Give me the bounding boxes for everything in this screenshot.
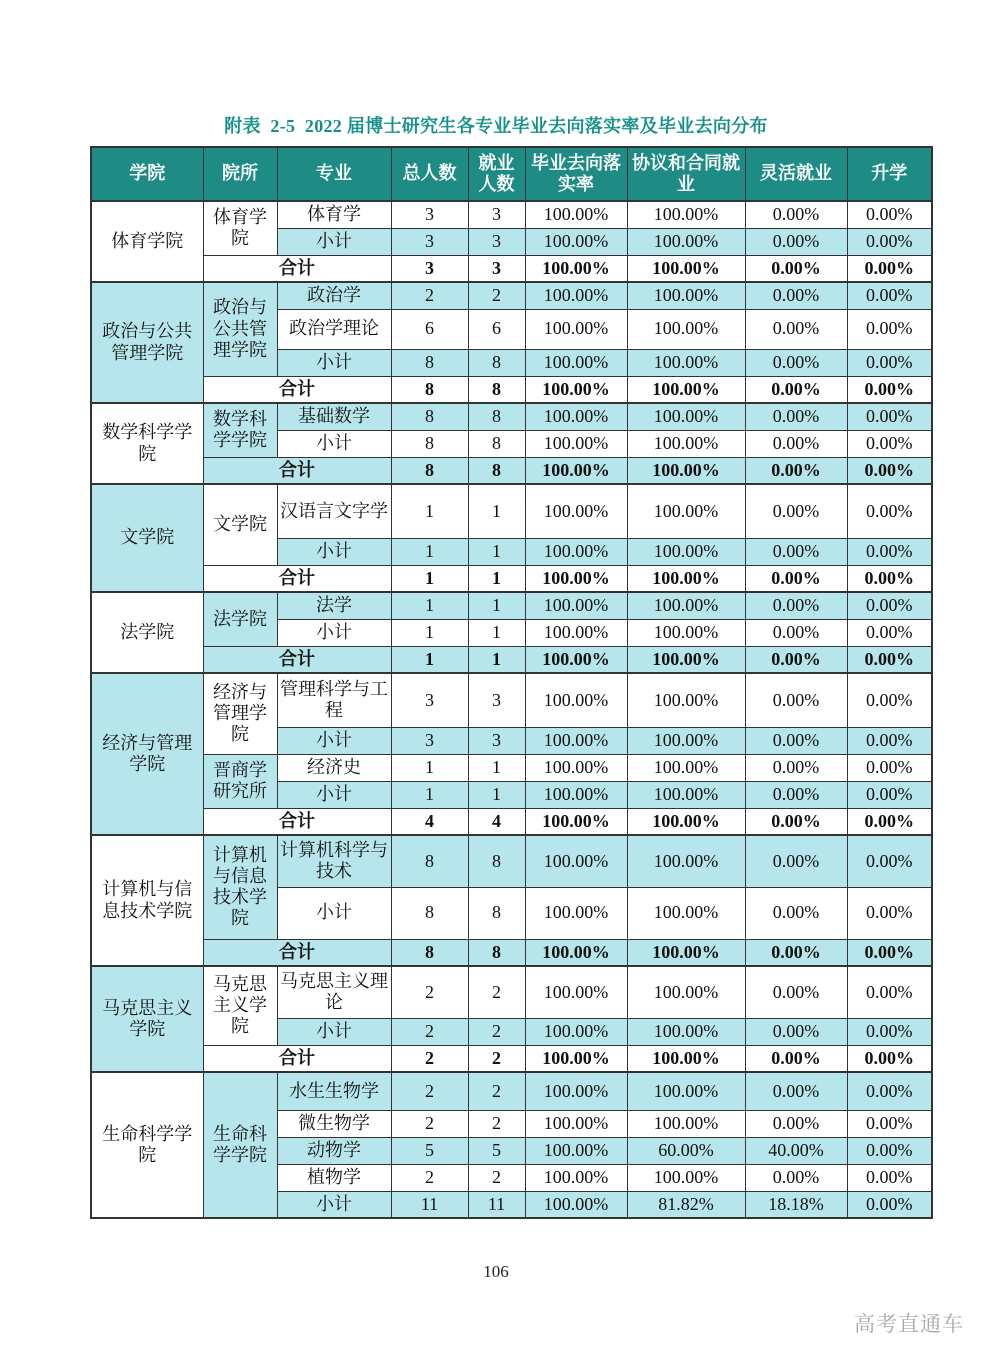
cell-contract-and-agreement-employment: 100.00% — [627, 282, 745, 309]
cell-college: 体育学院 — [91, 201, 203, 282]
cell-institute: 体育学院 — [203, 201, 277, 255]
table-row — [91, 484, 932, 538]
cell-flexible-employment: 0.00% — [745, 282, 847, 309]
cell-major: 小计 — [277, 887, 391, 939]
header-contract-and-agreement-employment: 协议和合同就业 — [627, 147, 745, 201]
employment-table — [90, 146, 933, 1219]
cell-contract-and-agreement-employment: 100.00% — [627, 538, 745, 565]
cell-total-count: 3 — [391, 228, 468, 255]
cell-further-study: 0.00% — [847, 538, 932, 565]
grand-total-label: 合计 — [203, 565, 391, 592]
cell-further-study: 0.00% — [847, 835, 932, 887]
cell-employment-rate: 100.00% — [525, 565, 627, 592]
cell-college: 法学院 — [91, 592, 203, 673]
cell-total-count: 8 — [391, 349, 468, 376]
cell-major: 汉语言文字学 — [277, 484, 391, 538]
cell-flexible-employment: 0.00% — [745, 403, 847, 430]
cell-institute: 政治与公共管理学院 — [203, 282, 277, 376]
cell-further-study: 0.00% — [847, 1191, 932, 1218]
cell-employed-count: 1 — [468, 538, 525, 565]
cell-employment-rate: 100.00% — [525, 939, 627, 966]
cell-employed-count: 2 — [468, 1110, 525, 1137]
cell-contract-and-agreement-employment: 100.00% — [627, 619, 745, 646]
header-row — [91, 147, 932, 201]
cell-contract-and-agreement-employment: 100.00% — [627, 1110, 745, 1137]
grand-total-row — [91, 808, 932, 835]
cell-contract-and-agreement-employment: 100.00% — [627, 887, 745, 939]
cell-contract-and-agreement-employment: 100.00% — [627, 457, 745, 484]
cell-employed-count: 8 — [468, 349, 525, 376]
cell-major: 小计 — [277, 1191, 391, 1218]
grand-total-label: 合计 — [203, 376, 391, 403]
cell-employed-count: 5 — [468, 1137, 525, 1164]
cell-major: 政治学理论 — [277, 309, 391, 349]
cell-contract-and-agreement-employment: 100.00% — [627, 808, 745, 835]
cell-total-count: 4 — [391, 808, 468, 835]
cell-employment-rate: 100.00% — [525, 619, 627, 646]
cell-further-study: 0.00% — [847, 646, 932, 673]
table-row — [91, 201, 932, 228]
table-row — [91, 754, 932, 781]
header-major: 专业 — [277, 147, 391, 201]
cell-institute: 法学院 — [203, 592, 277, 646]
cell-employed-count: 2 — [468, 1072, 525, 1110]
cell-major: 水生生物学 — [277, 1072, 391, 1110]
cell-employment-rate: 100.00% — [525, 1191, 627, 1218]
cell-total-count: 1 — [391, 646, 468, 673]
cell-employed-count: 2 — [468, 966, 525, 1018]
cell-total-count: 1 — [391, 619, 468, 646]
cell-employment-rate: 100.00% — [525, 835, 627, 887]
cell-total-count: 3 — [391, 727, 468, 754]
cell-employed-count: 1 — [468, 565, 525, 592]
table-row — [91, 592, 932, 619]
table-title: 附表 2-5 2022 届博士研究生各专业毕业去向落实率及毕业去向分布 — [224, 116, 768, 136]
cell-total-count: 3 — [391, 673, 468, 727]
cell-further-study: 0.00% — [847, 1137, 932, 1164]
cell-employment-rate: 100.00% — [525, 1045, 627, 1072]
cell-employed-count: 2 — [468, 282, 525, 309]
cell-flexible-employment: 0.00% — [745, 457, 847, 484]
header-institute: 院所 — [203, 147, 277, 201]
cell-flexible-employment: 0.00% — [745, 1164, 847, 1191]
header-total-count: 总人数 — [391, 147, 468, 201]
cell-total-count: 1 — [391, 781, 468, 808]
cell-employed-count: 8 — [468, 403, 525, 430]
cell-total-count: 3 — [391, 201, 468, 228]
cell-flexible-employment: 0.00% — [745, 673, 847, 727]
cell-flexible-employment: 0.00% — [745, 592, 847, 619]
cell-contract-and-agreement-employment: 100.00% — [627, 309, 745, 349]
grand-total-row — [91, 255, 932, 282]
cell-contract-and-agreement-employment: 100.00% — [627, 781, 745, 808]
cell-contract-and-agreement-employment: 100.00% — [627, 403, 745, 430]
cell-major: 经济史 — [277, 754, 391, 781]
cell-total-count: 1 — [391, 565, 468, 592]
cell-further-study: 0.00% — [847, 403, 932, 430]
cell-total-count: 6 — [391, 309, 468, 349]
cell-contract-and-agreement-employment: 100.00% — [627, 1018, 745, 1045]
cell-college: 马克思主义学院 — [91, 966, 203, 1072]
cell-total-count: 11 — [391, 1191, 468, 1218]
cell-employment-rate: 100.00% — [525, 376, 627, 403]
cell-contract-and-agreement-employment: 100.00% — [627, 484, 745, 538]
cell-flexible-employment: 0.00% — [745, 646, 847, 673]
cell-total-count: 1 — [391, 592, 468, 619]
cell-employment-rate: 100.00% — [525, 808, 627, 835]
cell-employment-rate: 100.00% — [525, 887, 627, 939]
cell-employment-rate: 100.00% — [525, 754, 627, 781]
grand-total-label: 合计 — [203, 1045, 391, 1072]
cell-further-study: 0.00% — [847, 565, 932, 592]
cell-employment-rate: 100.00% — [525, 966, 627, 1018]
cell-contract-and-agreement-employment: 81.82% — [627, 1191, 745, 1218]
cell-contract-and-agreement-employment: 100.00% — [627, 430, 745, 457]
cell-further-study: 0.00% — [847, 887, 932, 939]
cell-college: 经济与管理学院 — [91, 673, 203, 835]
cell-flexible-employment: 0.00% — [745, 808, 847, 835]
cell-flexible-employment: 0.00% — [745, 1018, 847, 1045]
cell-employed-count: 8 — [468, 430, 525, 457]
watermark: 高考直通车 — [854, 1313, 964, 1336]
cell-total-count: 1 — [391, 538, 468, 565]
cell-employment-rate: 100.00% — [525, 538, 627, 565]
cell-flexible-employment: 0.00% — [745, 228, 847, 255]
cell-employed-count: 8 — [468, 457, 525, 484]
header-further-study: 升学 — [847, 147, 932, 201]
cell-contract-and-agreement-employment: 100.00% — [627, 754, 745, 781]
cell-major: 小计 — [277, 349, 391, 376]
cell-further-study: 0.00% — [847, 255, 932, 282]
cell-employment-rate: 100.00% — [525, 430, 627, 457]
cell-total-count: 2 — [391, 1045, 468, 1072]
table-row — [91, 835, 932, 887]
cell-contract-and-agreement-employment: 100.00% — [627, 349, 745, 376]
cell-major: 基础数学 — [277, 403, 391, 430]
grand-total-row — [91, 939, 932, 966]
cell-contract-and-agreement-employment: 100.00% — [627, 255, 745, 282]
cell-major: 小计 — [277, 1018, 391, 1045]
cell-further-study: 0.00% — [847, 457, 932, 484]
cell-employment-rate: 100.00% — [525, 457, 627, 484]
cell-employment-rate: 100.00% — [525, 403, 627, 430]
cell-major: 微生物学 — [277, 1110, 391, 1137]
cell-total-count: 2 — [391, 1018, 468, 1045]
cell-contract-and-agreement-employment: 100.00% — [627, 727, 745, 754]
header-flexible-employment: 灵活就业 — [745, 147, 847, 201]
cell-major: 小计 — [277, 228, 391, 255]
table-row — [91, 673, 932, 727]
cell-employed-count: 3 — [468, 255, 525, 282]
cell-contract-and-agreement-employment: 100.00% — [627, 376, 745, 403]
grand-total-row — [91, 457, 932, 484]
cell-college: 计算机与信息技术学院 — [91, 835, 203, 966]
cell-employed-count: 1 — [468, 484, 525, 538]
cell-total-count: 2 — [391, 1110, 468, 1137]
cell-flexible-employment: 0.00% — [745, 376, 847, 403]
cell-employed-count: 1 — [468, 646, 525, 673]
cell-further-study: 0.00% — [847, 430, 932, 457]
grand-total-row — [91, 1045, 932, 1072]
cell-major: 小计 — [277, 781, 391, 808]
cell-total-count: 2 — [391, 1164, 468, 1191]
cell-further-study: 0.00% — [847, 1072, 932, 1110]
cell-flexible-employment: 0.00% — [745, 781, 847, 808]
cell-total-count: 2 — [391, 966, 468, 1018]
table-row — [91, 966, 932, 1018]
cell-total-count: 8 — [391, 430, 468, 457]
cell-major: 体育学 — [277, 201, 391, 228]
cell-institute: 计算机与信息技术学院 — [203, 835, 277, 939]
cell-further-study: 0.00% — [847, 727, 932, 754]
cell-employed-count: 3 — [468, 228, 525, 255]
cell-further-study: 0.00% — [847, 966, 932, 1018]
cell-employment-rate: 100.00% — [525, 349, 627, 376]
cell-major: 小计 — [277, 538, 391, 565]
header-employment-rate: 毕业去向落实率 — [525, 147, 627, 201]
cell-institute: 数学科学学院 — [203, 403, 277, 457]
cell-total-count: 2 — [391, 282, 468, 309]
cell-flexible-employment: 0.00% — [745, 255, 847, 282]
cell-employment-rate: 100.00% — [525, 309, 627, 349]
cell-employment-rate: 100.00% — [525, 228, 627, 255]
cell-further-study: 0.00% — [847, 808, 932, 835]
grand-total-label: 合计 — [203, 808, 391, 835]
header-employed-count: 就业人数 — [468, 147, 525, 201]
cell-college: 数学科学学院 — [91, 403, 203, 484]
cell-flexible-employment: 0.00% — [745, 939, 847, 966]
cell-institute: 文学院 — [203, 484, 277, 565]
cell-major: 马克思主义理论 — [277, 966, 391, 1018]
cell-total-count: 2 — [391, 1072, 468, 1110]
cell-employed-count: 8 — [468, 835, 525, 887]
cell-employment-rate: 100.00% — [525, 727, 627, 754]
cell-major: 动物学 — [277, 1137, 391, 1164]
cell-total-count: 8 — [391, 835, 468, 887]
cell-contract-and-agreement-employment: 100.00% — [627, 592, 745, 619]
cell-further-study: 0.00% — [847, 201, 932, 228]
cell-flexible-employment: 0.00% — [745, 349, 847, 376]
cell-flexible-employment: 0.00% — [745, 887, 847, 939]
cell-flexible-employment: 0.00% — [745, 754, 847, 781]
cell-contract-and-agreement-employment: 100.00% — [627, 673, 745, 727]
cell-college: 文学院 — [91, 484, 203, 592]
cell-total-count: 8 — [391, 403, 468, 430]
cell-employment-rate: 100.00% — [525, 1137, 627, 1164]
cell-institute: 晋商学研究所 — [203, 754, 277, 808]
cell-flexible-employment: 18.18% — [745, 1191, 847, 1218]
cell-contract-and-agreement-employment: 60.00% — [627, 1137, 745, 1164]
cell-employment-rate: 100.00% — [525, 592, 627, 619]
table-body — [91, 201, 932, 1218]
cell-employment-rate: 100.00% — [525, 1072, 627, 1110]
cell-further-study: 0.00% — [847, 781, 932, 808]
cell-major: 政治学 — [277, 282, 391, 309]
cell-major: 小计 — [277, 619, 391, 646]
cell-flexible-employment: 0.00% — [745, 309, 847, 349]
cell-contract-and-agreement-employment: 100.00% — [627, 966, 745, 1018]
grand-total-label: 合计 — [203, 646, 391, 673]
cell-major: 小计 — [277, 430, 391, 457]
cell-employed-count: 3 — [468, 727, 525, 754]
cell-major: 计算机科学与技术 — [277, 835, 391, 887]
cell-total-count: 3 — [391, 255, 468, 282]
table-row — [91, 282, 932, 309]
cell-employed-count: 8 — [468, 376, 525, 403]
table-row — [91, 1072, 932, 1110]
cell-employed-count: 2 — [468, 1164, 525, 1191]
cell-contract-and-agreement-employment: 100.00% — [627, 201, 745, 228]
cell-contract-and-agreement-employment: 100.00% — [627, 1072, 745, 1110]
grand-total-row — [91, 565, 932, 592]
table-row — [91, 403, 932, 430]
cell-flexible-employment: 0.00% — [745, 430, 847, 457]
header-college: 学院 — [91, 147, 203, 201]
cell-employment-rate: 100.00% — [525, 1018, 627, 1045]
cell-college: 生命科学学院 — [91, 1072, 203, 1218]
cell-employed-count: 4 — [468, 808, 525, 835]
cell-employment-rate: 100.00% — [525, 1164, 627, 1191]
cell-further-study: 0.00% — [847, 1164, 932, 1191]
cell-further-study: 0.00% — [847, 939, 932, 966]
cell-employment-rate: 100.00% — [525, 255, 627, 282]
cell-employed-count: 1 — [468, 592, 525, 619]
cell-flexible-employment: 0.00% — [745, 484, 847, 538]
cell-further-study: 0.00% — [847, 1018, 932, 1045]
cell-institute: 生命科学学院 — [203, 1072, 277, 1218]
cell-employed-count: 11 — [468, 1191, 525, 1218]
cell-further-study: 0.00% — [847, 754, 932, 781]
cell-major: 法学 — [277, 592, 391, 619]
cell-flexible-employment: 0.00% — [745, 538, 847, 565]
cell-flexible-employment: 0.00% — [745, 1045, 847, 1072]
cell-employed-count: 1 — [468, 781, 525, 808]
cell-contract-and-agreement-employment: 100.00% — [627, 1164, 745, 1191]
cell-flexible-employment: 0.00% — [745, 201, 847, 228]
cell-employment-rate: 100.00% — [525, 646, 627, 673]
grand-total-row — [91, 376, 932, 403]
cell-major: 植物学 — [277, 1164, 391, 1191]
cell-flexible-employment: 0.00% — [745, 1072, 847, 1110]
cell-employed-count: 1 — [468, 754, 525, 781]
cell-further-study: 0.00% — [847, 592, 932, 619]
cell-further-study: 0.00% — [847, 1045, 932, 1072]
cell-contract-and-agreement-employment: 100.00% — [627, 835, 745, 887]
cell-major: 管理科学与工程 — [277, 673, 391, 727]
cell-contract-and-agreement-employment: 100.00% — [627, 1045, 745, 1072]
cell-further-study: 0.00% — [847, 484, 932, 538]
table-header — [91, 147, 932, 201]
cell-flexible-employment: 0.00% — [745, 835, 847, 887]
cell-employment-rate: 100.00% — [525, 1110, 627, 1137]
cell-employed-count: 2 — [468, 1045, 525, 1072]
cell-employment-rate: 100.00% — [525, 484, 627, 538]
cell-contract-and-agreement-employment: 100.00% — [627, 228, 745, 255]
cell-further-study: 0.00% — [847, 619, 932, 646]
cell-employment-rate: 100.00% — [525, 282, 627, 309]
cell-employed-count: 2 — [468, 1018, 525, 1045]
cell-further-study: 0.00% — [847, 282, 932, 309]
cell-major: 小计 — [277, 727, 391, 754]
cell-employment-rate: 100.00% — [525, 781, 627, 808]
cell-total-count: 1 — [391, 484, 468, 538]
cell-contract-and-agreement-employment: 100.00% — [627, 646, 745, 673]
cell-total-count: 8 — [391, 376, 468, 403]
cell-total-count: 8 — [391, 457, 468, 484]
cell-college: 政治与公共管理学院 — [91, 282, 203, 403]
cell-further-study: 0.00% — [847, 376, 932, 403]
cell-total-count: 8 — [391, 887, 468, 939]
cell-flexible-employment: 0.00% — [745, 727, 847, 754]
cell-flexible-employment: 0.00% — [745, 966, 847, 1018]
grand-total-row — [91, 646, 932, 673]
cell-employment-rate: 100.00% — [525, 201, 627, 228]
grand-total-label: 合计 — [203, 939, 391, 966]
cell-contract-and-agreement-employment: 100.00% — [627, 939, 745, 966]
cell-flexible-employment: 0.00% — [745, 565, 847, 592]
cell-further-study: 0.00% — [847, 228, 932, 255]
cell-further-study: 0.00% — [847, 309, 932, 349]
grand-total-label: 合计 — [203, 457, 391, 484]
cell-employment-rate: 100.00% — [525, 673, 627, 727]
cell-employed-count: 3 — [468, 201, 525, 228]
cell-flexible-employment: 40.00% — [745, 1137, 847, 1164]
cell-further-study: 0.00% — [847, 349, 932, 376]
cell-flexible-employment: 0.00% — [745, 1110, 847, 1137]
cell-institute: 经济与管理学院 — [203, 673, 277, 754]
cell-further-study: 0.00% — [847, 673, 932, 727]
cell-flexible-employment: 0.00% — [745, 619, 847, 646]
cell-employed-count: 8 — [468, 887, 525, 939]
cell-contract-and-agreement-employment: 100.00% — [627, 565, 745, 592]
cell-total-count: 1 — [391, 754, 468, 781]
cell-total-count: 5 — [391, 1137, 468, 1164]
cell-employed-count: 3 — [468, 673, 525, 727]
cell-total-count: 8 — [391, 939, 468, 966]
cell-institute: 马克思主义学院 — [203, 966, 277, 1045]
cell-further-study: 0.00% — [847, 1110, 932, 1137]
grand-total-label: 合计 — [203, 255, 391, 282]
page-number: 106 — [483, 1262, 509, 1281]
cell-employed-count: 6 — [468, 309, 525, 349]
cell-employed-count: 1 — [468, 619, 525, 646]
cell-employed-count: 8 — [468, 939, 525, 966]
